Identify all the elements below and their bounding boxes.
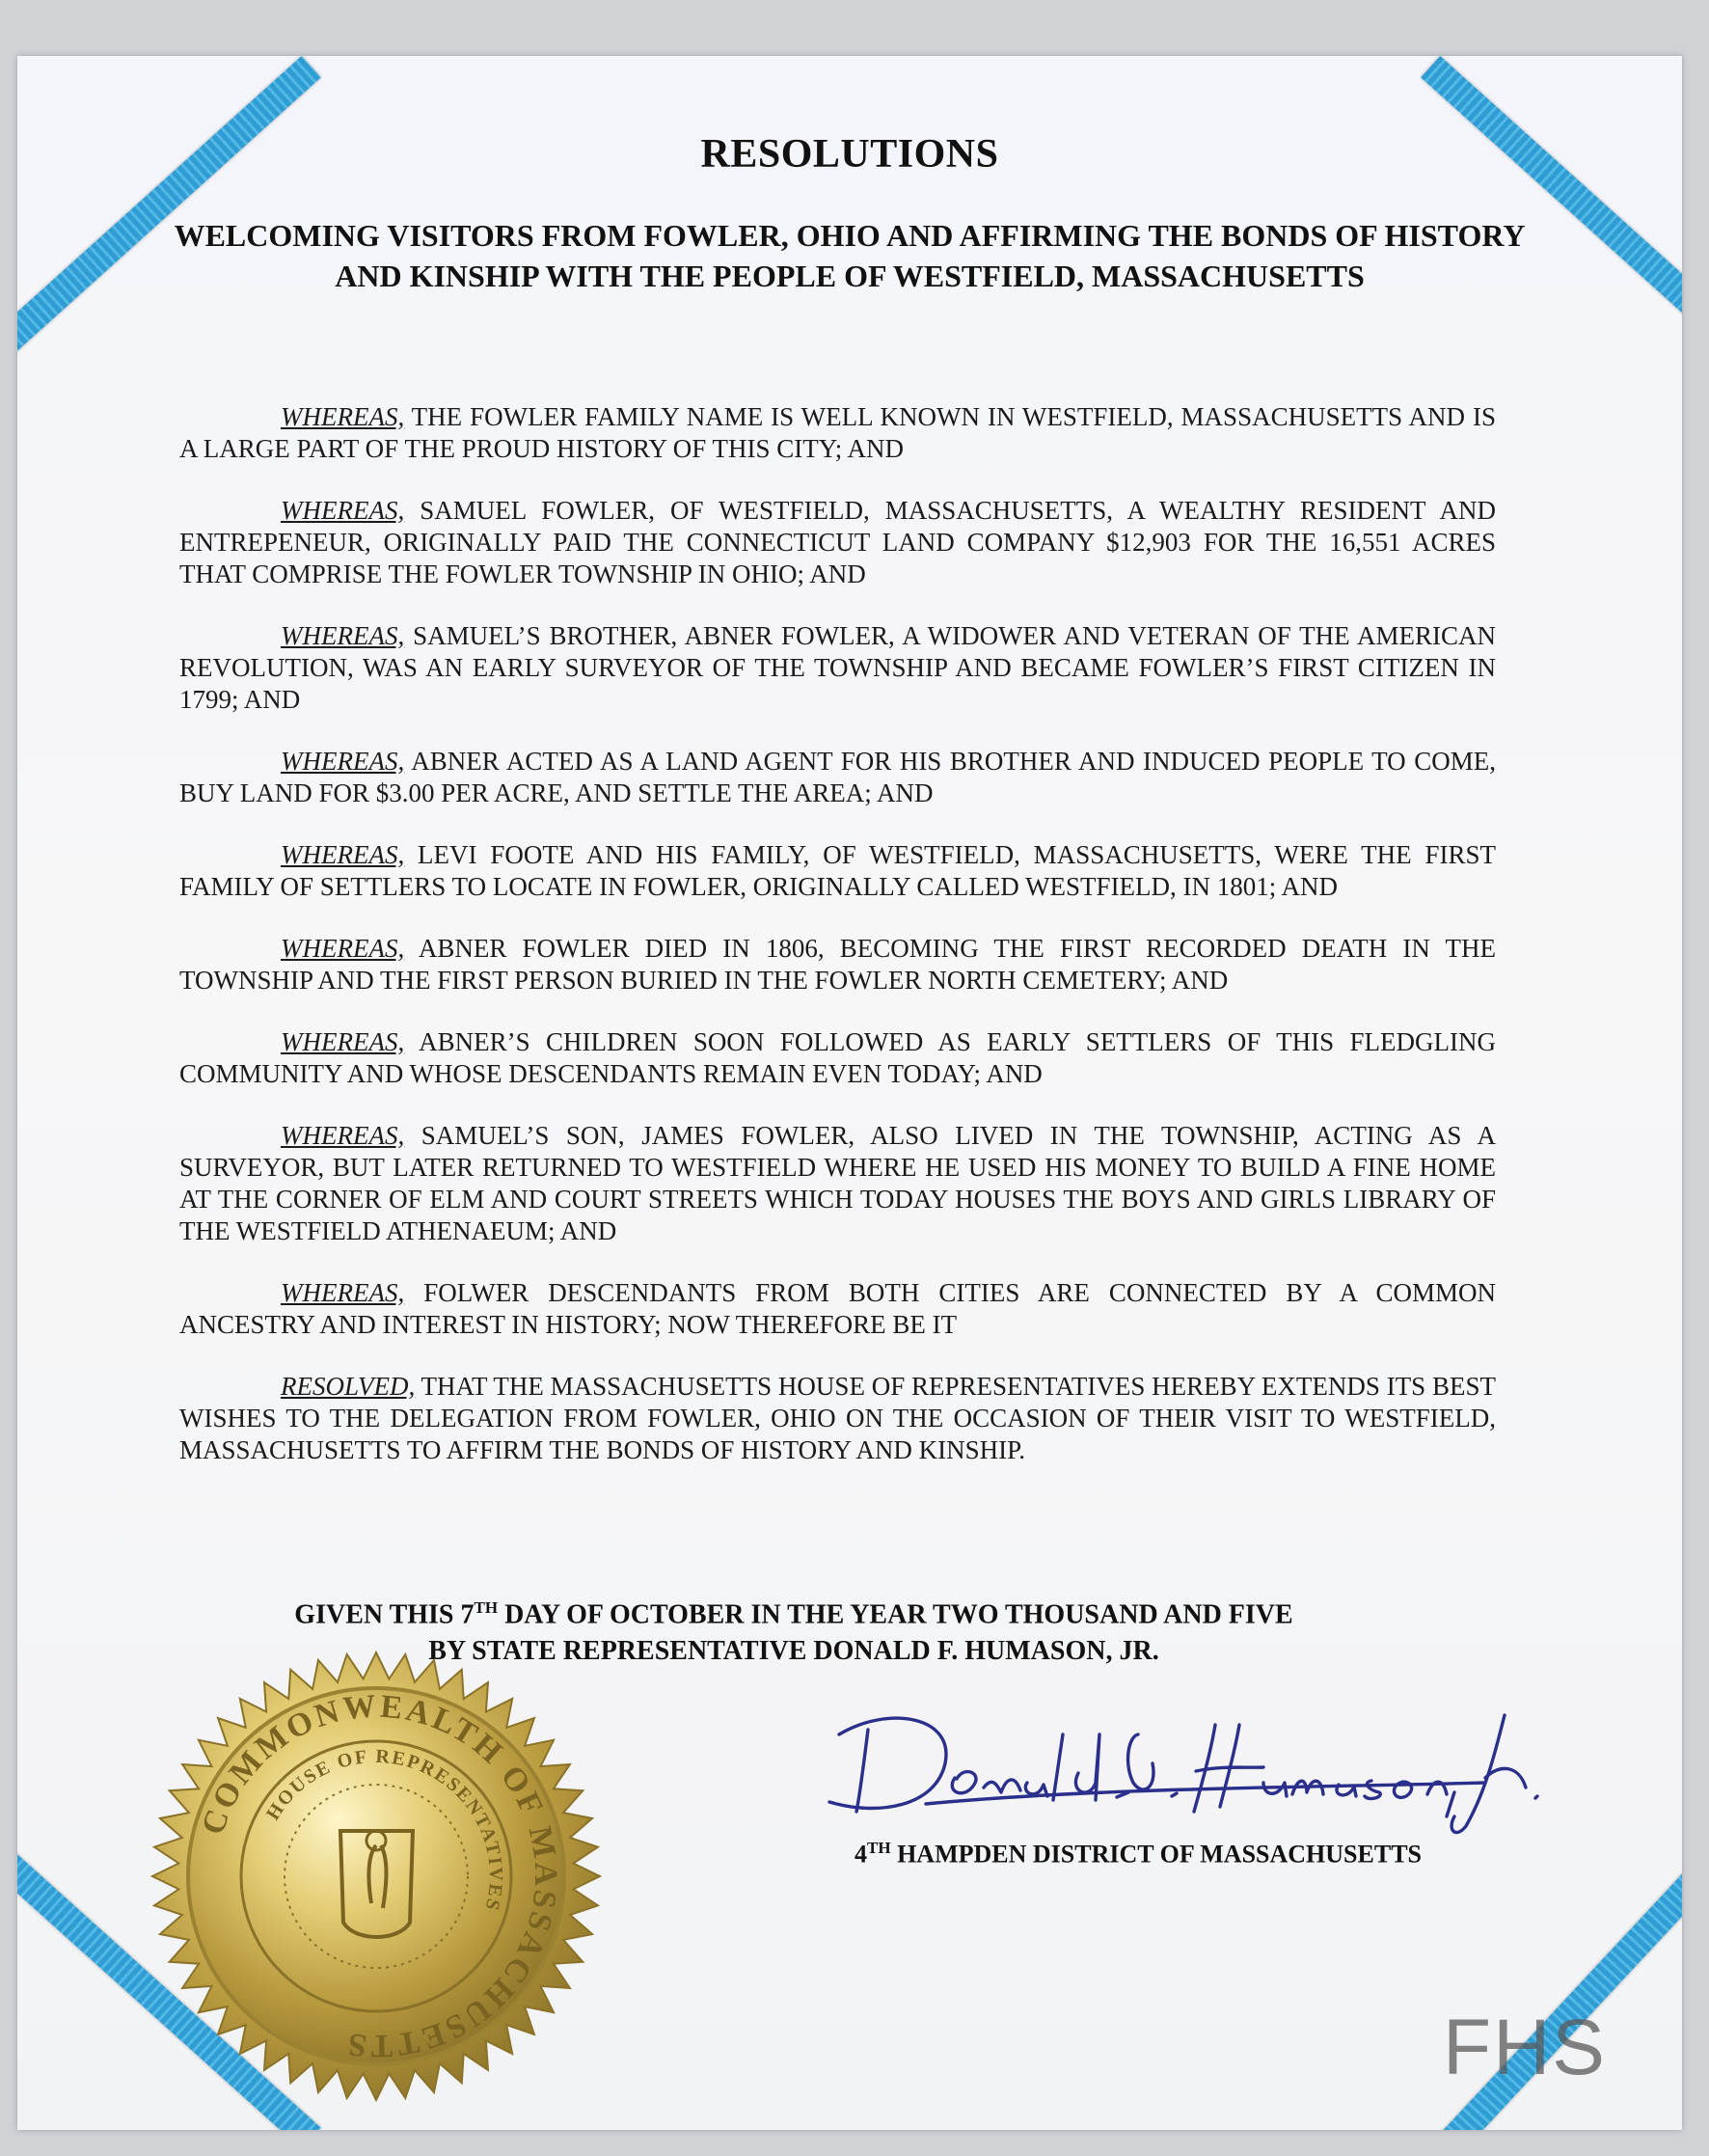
paragraph-text: LEVI FOOTE AND HIS FAMILY, OF WESTFIELD, MASSACHUSETTS, WERE THE FIRST FAMILY OF SETTLERS TO LOCATE IN FOWLER, ORIGINALLY CALLED WESTFIELD, IN 1801; AND (179, 840, 1496, 901)
paragraph-keyword: WHEREAS, (281, 747, 405, 776)
paragraph-text: THAT THE MASSACHUSETTS HOUSE OF REPRESENTATIVES HEREBY EXTENDS ITS BEST WISHES TO THE DELEGATION FROM FOWLER, OHIO ON THE OCCASION OF THEIR VISIT TO WESTFIELD, MASSACHUSETTS TO AFFIRM THE BONDS OF HISTORY AND KINSHIP. (179, 1372, 1496, 1464)
paragraph-keyword: WHEREAS, (281, 840, 405, 869)
given-date-suffix: TH (474, 1598, 499, 1617)
whereas-paragraph (179, 746, 1496, 809)
whereas-paragraph (179, 401, 1496, 465)
paragraph-keyword: RESOLVED, (281, 1372, 416, 1401)
paragraph-text: ABNER ACTED AS A LAND AGENT FOR HIS BROTHER AND INDUCED PEOPLE TO COME, BUY LAND FOR $3.00 PER ACRE, AND SETTLE THE AREA; AND (179, 747, 1496, 807)
paragraph-text: SAMUEL’S SON, JAMES FOWLER, ALSO LIVED IN THE TOWNSHIP, ACTING AS A SURVEYOR, BUT LATER RETURNED TO WESTFIELD WHERE HE USED HIS MONEY TO BUILD A FINE HOME AT THE CORNER OF ELM AND COURT STREETS WHICH TODAY HOUSES THE BOYS AND GIRLS LIBRARY OF THE WESTFIELD ATHENAEUM; AND (179, 1121, 1496, 1245)
whereas-paragraph (179, 620, 1496, 716)
whereas-paragraph (179, 1026, 1496, 1090)
svg-text:COMMONWEALTH OF MASSACHUSETTS: COMMONWEALTH OF MASSACHUSETTS (195, 1688, 564, 2064)
paragraph-text: FOLWER DESCENDANTS FROM BOTH CITIES ARE CONNECTED BY A COMMON ANCESTRY AND INTEREST IN HISTORY; NOW THEREFORE BE IT (179, 1278, 1496, 1339)
corner-ribbon-top-left (17, 56, 321, 355)
district-number: 4 (854, 1840, 867, 1869)
paragraph-text: SAMUEL FOWLER, OF WESTFIELD, MASSACHUSETTS, A WEALTHY RESIDENT AND ENTREPENEUR, ORIGINALLY PAID THE CONNECTICUT LAND COMPANY $12,903 FOR THE 16,551 ACRES THAT COMPRISE THE FOWLER TOWNSHIP IN OHIO; AND (179, 496, 1496, 588)
paragraph-keyword: WHEREAS, (281, 402, 405, 431)
paragraph-keyword: WHEREAS, (281, 1121, 405, 1150)
paragraph-text: THE FOWLER FAMILY NAME IS WELL KNOWN IN WESTFIELD, MASSACHUSETTS AND IS A LARGE PART OF THE PROUD HISTORY OF THIS CITY; AND (179, 402, 1496, 463)
given-date-prefix: GIVEN THIS 7 (294, 1599, 475, 1630)
given-date-rest: DAY OF OCTOBER IN THE YEAR TWO THOUSAND AND FIVE (498, 1599, 1293, 1630)
corner-ribbon-top-right (1421, 56, 1682, 355)
district-title (854, 1839, 1422, 1869)
document-title: RESOLUTIONS (700, 132, 999, 177)
whereas-paragraph (179, 933, 1496, 996)
resolution-document (17, 56, 1682, 2130)
whereas-paragraph (179, 1277, 1496, 1341)
given-by-line: BY STATE REPRESENTATIVE DONALD F. HUMASON, JR. (428, 1636, 1159, 1667)
paragraph-keyword: WHEREAS, (281, 1027, 405, 1056)
resolution-body (179, 401, 1496, 1496)
gold-seal-emblem (148, 1648, 606, 2106)
whereas-paragraph (179, 1120, 1496, 1247)
paragraph-text: SAMUEL’S BROTHER, ABNER FOWLER, A WIDOWER AND VETERAN OF THE AMERICAN REVOLUTION, WAS AN EARLY SURVEYOR OF THE TOWNSHIP AND BECAME FOWLER’S FIRST CITIZEN IN 1799; AND (179, 621, 1496, 714)
handwritten-signature (810, 1696, 1543, 1841)
district-number-suffix: TH (867, 1839, 891, 1857)
paragraph-text: ABNER’S CHILDREN SOON FOLLOWED AS EARLY SETTLERS OF THIS FLEDGLING COMMUNITY AND WHOSE DESCENDANTS REMAIN EVEN TODAY; AND (179, 1027, 1496, 1088)
paragraph-keyword: WHEREAS, (281, 1278, 405, 1307)
paragraph-keyword: WHEREAS, (281, 496, 405, 525)
whereas-paragraph (179, 839, 1496, 903)
svg-text:HOUSE OF REPRESENTATIVES: HOUSE OF REPRESENTATIVES (262, 1745, 507, 1915)
paragraph-keyword: WHEREAS, (281, 621, 405, 650)
given-date-line (239, 1590, 1348, 1633)
district-name: HAMPDEN DISTRICT OF MASSACHUSETTS (890, 1840, 1422, 1869)
paragraph-text: ABNER FOWLER DIED IN 1806, BECOMING THE FIRST RECORDED DEATH IN THE TOWNSHIP AND THE FIRST PERSON BURIED IN THE FOWLER NORTH CEMETERY; AND (179, 934, 1496, 995)
document-subtitle: WELCOMING VISITORS FROM FOWLER, OHIO AND AFFIRMING THE BONDS OF HISTORY AND KINSHIP WITH THE PEOPLE OF WESTFIELD, MASSACHUSETTS (174, 218, 1526, 293)
whereas-paragraph (179, 495, 1496, 590)
resolved-paragraph (179, 1371, 1496, 1466)
watermark-text: FHS (1443, 2004, 1607, 2091)
paragraph-keyword: WHEREAS, (281, 934, 405, 963)
